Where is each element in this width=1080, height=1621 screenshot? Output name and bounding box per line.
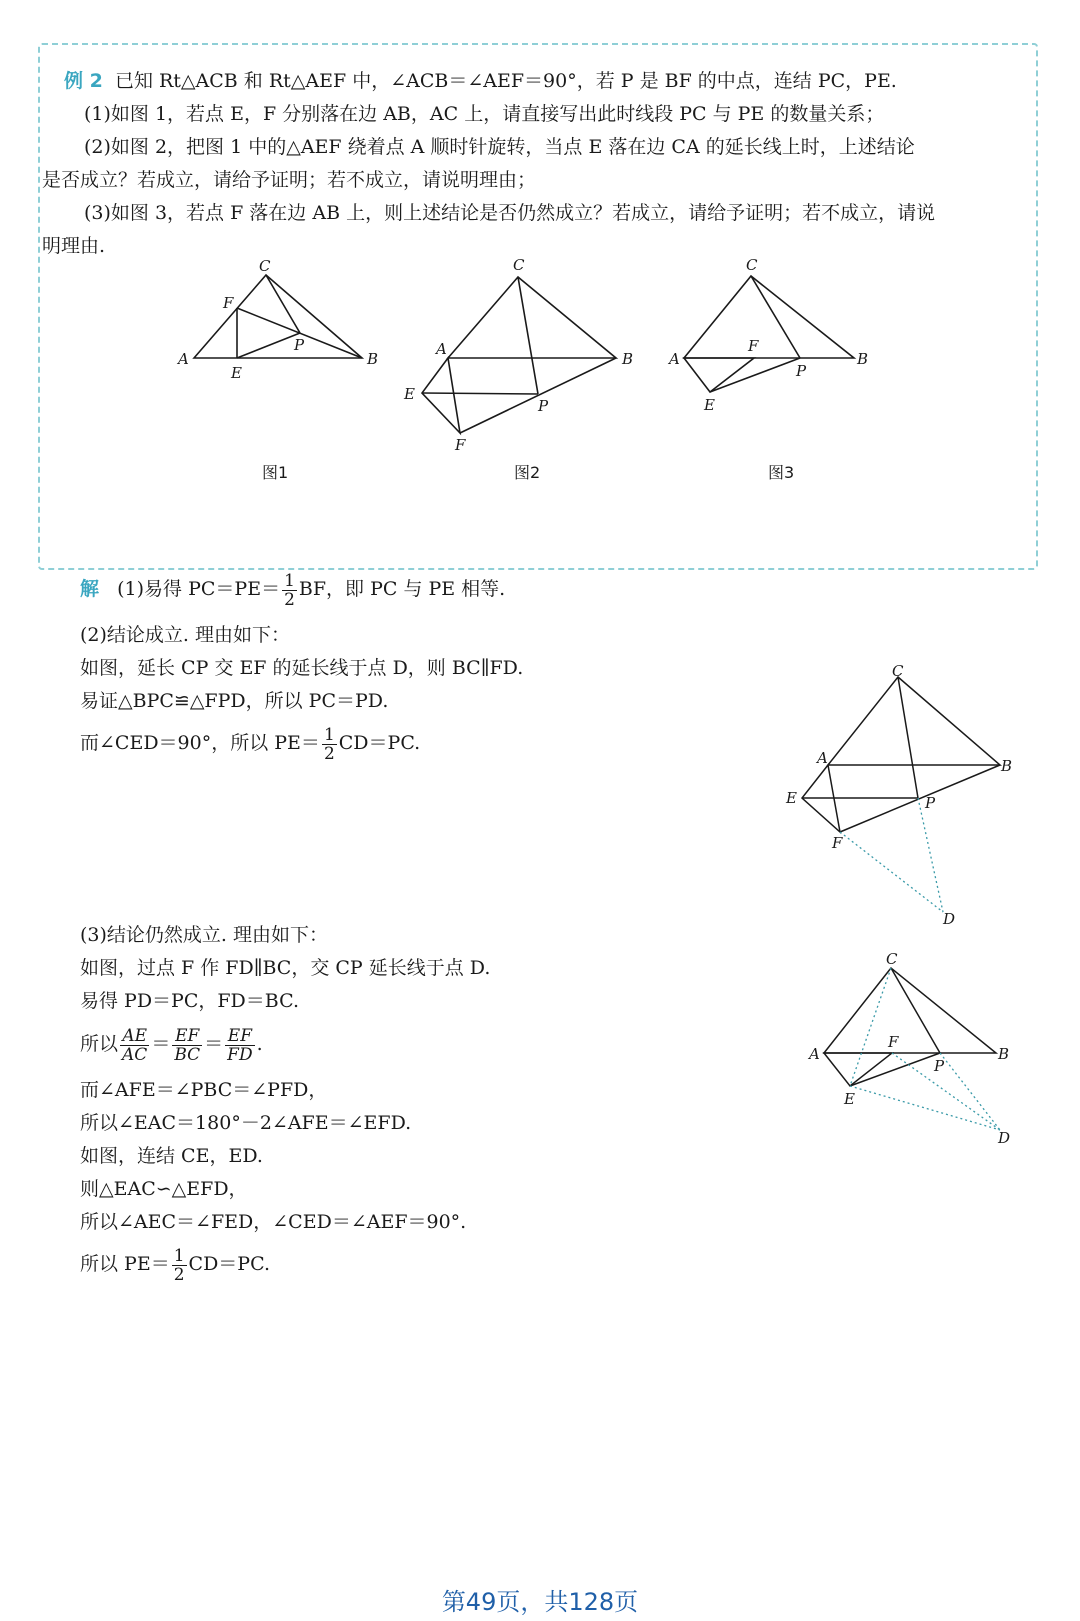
figure-1-caption: 图1 <box>262 463 289 482</box>
solution-part-3-line-2: 如图，过点 F 作 FD∥BC，交 CP 延长线于点 D. <box>80 957 491 979</box>
solution-part-1: 解 (1)易得 PC＝PE＝ $\frac{1}{2}$ BF，即 PC 与 PE 相等. <box>80 570 506 610</box>
fraction-ef-fd: $\frac{EF}{FD}$ <box>227 1025 253 1065</box>
solution-figure-2 <box>780 660 1020 935</box>
solution-part-3-line-3: 易得 PD＝PC，FD＝BC. <box>80 990 300 1012</box>
solution-part-3-line-8: 则△EAC∽△EFD， <box>80 1178 248 1200</box>
solution-part-2-line-3: 易证△BPC≌△FPD，所以 PC＝PD. <box>80 690 389 712</box>
solution-label: 解 <box>80 578 100 600</box>
figure-3 <box>660 250 880 420</box>
problem-line-1: 例 2 已知 Rt△ACB 和 Rt△AEF 中，∠ACB＝∠AEF＝90°，若 P 是 BF 的中点，连结 PC，PE. <box>64 70 897 92</box>
solution-part-3-line-5: 而∠AFE＝∠PBC＝∠PFD， <box>80 1079 328 1101</box>
label-f: F <box>223 294 234 312</box>
figure-2 <box>400 250 650 450</box>
label-f: F <box>748 337 759 355</box>
label-d: D <box>998 1129 1011 1147</box>
fraction-ae-ac: $\frac{AE}{AC}$ <box>122 1025 148 1065</box>
label-a: A <box>817 749 828 767</box>
label-e: E <box>231 364 242 382</box>
triangle-acb <box>684 276 854 358</box>
label-e: E <box>404 385 415 403</box>
solution-part-3-line-10: 所以 PE＝ $\frac{1}{2}$ CD＝PC. <box>80 1245 270 1285</box>
solution-part-2-line-4: 而∠CED＝90°，所以 PE＝ $\frac{1}{2}$ CD＝PC. <box>80 724 421 764</box>
label-a: A <box>809 1045 820 1063</box>
segment-ed-dotted <box>850 1086 1000 1130</box>
label-a: A <box>436 340 447 358</box>
segment-pd-dotted <box>918 798 943 912</box>
segment-pd-dotted <box>940 1053 1000 1130</box>
triangle-aef <box>684 358 754 392</box>
fraction-ef-bc: $\frac{EF}{BC}$ <box>174 1025 201 1065</box>
segment-pe <box>237 333 300 358</box>
label-a: A <box>178 350 189 368</box>
problem-line-6: 明理由. <box>42 235 106 257</box>
problem-line-4: 是否成立？若成立，请给予证明；若不成立，请说明理由； <box>42 169 537 191</box>
segment-pc <box>266 275 300 333</box>
fraction-half: $\frac{1}{2}$ <box>323 724 335 764</box>
label-e: E <box>844 1090 855 1108</box>
label-b: B <box>1001 757 1013 775</box>
problem-line-2: (1)如图 1，若点 E，F 分别落在边 AB，AC 上，请直接写出此时线段 PC 与 PE 的数量关系； <box>84 103 885 125</box>
label-b: B <box>857 350 869 368</box>
solution-part-2-line-1: (2)结论成立. 理由如下： <box>80 624 290 646</box>
segment-pc <box>898 677 918 798</box>
solution-part-3-line-6: 所以∠EAC＝180°－2∠AFE＝∠EFD. <box>80 1112 412 1134</box>
segment-pe <box>422 393 538 394</box>
label-b: B <box>998 1045 1010 1063</box>
problem-line-5: (3)如图 3，若点 F 落在边 AB 上，则上述结论是否仍然成立？若成立，请给予证明；若不成立，请说 <box>84 202 936 224</box>
label-c: C <box>259 257 271 275</box>
label-d: D <box>943 910 956 928</box>
triangle-aef <box>422 358 460 433</box>
label-p: P <box>925 794 936 812</box>
label-c: C <box>513 256 525 274</box>
label-p: P <box>294 336 305 354</box>
triangle-acb <box>448 277 616 358</box>
segment-fb <box>460 358 616 433</box>
solution-part-2-line-2: 如图，延长 CP 交 EF 的延长线于点 D，则 BC∥FD. <box>80 657 524 679</box>
triangle-acb <box>824 968 996 1053</box>
segment-ce-dotted <box>850 968 891 1086</box>
segment-pe <box>850 1053 940 1086</box>
fraction-half: $\frac{1}{2}$ <box>284 570 295 610</box>
label-b: B <box>622 350 634 368</box>
segment-pe <box>710 358 800 392</box>
example-label: 例 2 <box>64 70 103 92</box>
triangle-acb <box>828 677 1000 765</box>
figure-1 <box>170 250 400 390</box>
label-e: E <box>704 396 715 414</box>
solution-figure-3 <box>800 950 1030 1150</box>
label-f: F <box>455 436 466 450</box>
solution-part-3-line-7: 如图，连结 CE，ED. <box>80 1145 263 1167</box>
solution-part-3-line-1: (3)结论仍然成立. 理由如下： <box>80 924 328 946</box>
solution-part-3-line-4: 所以 $\frac{AE}{AC}$ ＝ $\frac{EF}{BC}$ ＝ $\frac{EF}{FD}$ . <box>80 1025 263 1065</box>
problem-line-3: (2)如图 2，把图 1 中的△AEF 绕着点 A 顺时针旋转，当点 E 落在边 CA 的延长线上时，上述结论 <box>84 136 915 158</box>
page-footer: 第49页，共128页 <box>441 1588 639 1616</box>
label-p: P <box>538 397 549 415</box>
label-a: A <box>669 350 680 368</box>
label-p: P <box>934 1057 945 1075</box>
label-f: F <box>832 834 843 852</box>
triangle-acb <box>194 275 362 358</box>
figure-3-caption: 图3 <box>768 463 795 482</box>
segment-pc <box>518 277 538 394</box>
label-f: F <box>888 1033 899 1051</box>
triangle-aef <box>824 1053 892 1086</box>
label-b: B <box>367 350 379 368</box>
fraction-half: $\frac{1}{2}$ <box>173 1245 185 1285</box>
label-c: C <box>746 256 758 274</box>
label-c: C <box>892 662 904 680</box>
solution-part-3-line-9: 所以∠AEC＝∠FED，∠CED＝∠AEF＝90°. <box>80 1211 467 1233</box>
label-p: P <box>796 362 807 380</box>
figure-2-caption: 图2 <box>514 463 541 482</box>
label-c: C <box>886 950 898 968</box>
label-e: E <box>786 789 797 807</box>
